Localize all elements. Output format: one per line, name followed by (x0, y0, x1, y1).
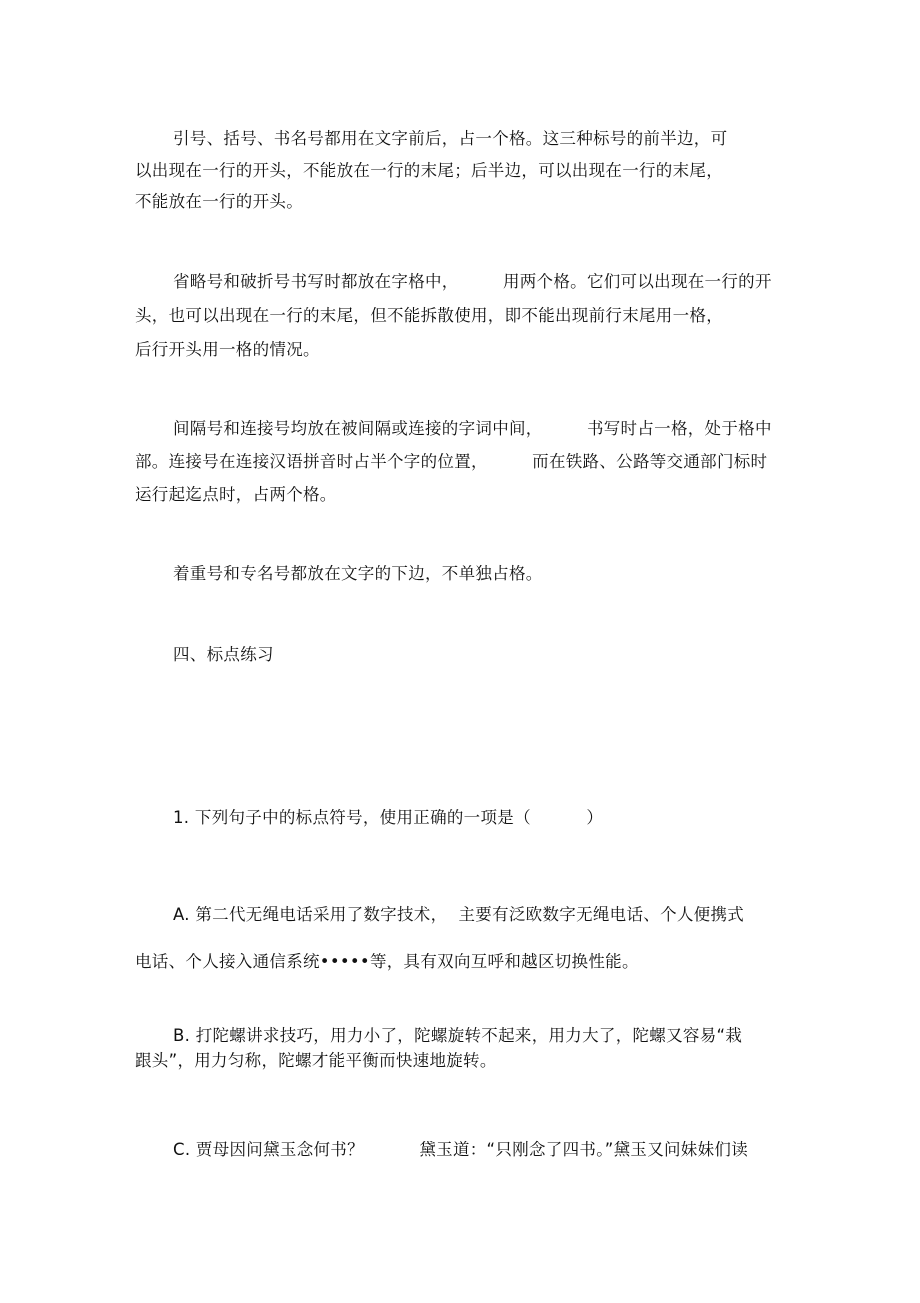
option-b-line-1: B. 打陀螺讲求技巧，用力小了，陀螺旋转不起来，用力大了，陀螺又容易“栽 (173, 1026, 743, 1045)
option-a-line-1: A. 第二代无绳电话采用了数字技术， 主要有泛欧数字无绳电话、个人便携式 (173, 905, 745, 924)
option-c-line-1: C. 贾母因问黛玉念何书？ 黛玉道：“只刚念了四书。”黛玉又问妹妹们读 (173, 1140, 749, 1159)
section-heading: 四、标点练习 (173, 645, 274, 664)
p1-line-3: 不能放在一行的开头。 (135, 192, 303, 211)
p3-line-2: 部。连接号在连接汉语拼音时占半个字的位置， 而在铁路、公路等交通部门标时 (135, 452, 768, 471)
p4-line-1: 着重号和专名号都放在文字的下边，不单独占格。 (173, 564, 543, 583)
p1-line-1: 引号、括号、书名号都用在文字前后，占一个格。这三种标号的前半边，可 (173, 129, 728, 148)
option-a-line-2: 电话、个人接入通信系统•••••等，具有双向互呼和越区切换性能。 (135, 952, 639, 971)
p2-line-2: 头，也可以出现在一行的末尾，但不能拆散使用，即不能出现前行末尾用一格， (135, 306, 723, 325)
p3-line-1: 间隔号和连接号均放在被间隔或连接的字词中间， 书写时占一格，处于格中 (173, 419, 772, 438)
p2-line-3: 后行开头用一格的情况。 (135, 340, 320, 359)
p3-line-3: 运行起迄点时，占两个格。 (135, 485, 337, 504)
question-1-stem: 1. 下列句子中的标点符号，使用正确的一项是（ ） (173, 808, 604, 827)
p1-line-2: 以出现在一行的开头，不能放在一行的末尾；后半边，可以出现在一行的末尾， (135, 161, 723, 180)
option-b-line-2: 跟头”，用力匀称，陀螺才能平衡而快速地旋转。 (135, 1051, 497, 1070)
p2-line-1: 省略号和破折号书写时都放在字格中， 用两个格。它们可以出现在一行的开 (173, 272, 772, 291)
